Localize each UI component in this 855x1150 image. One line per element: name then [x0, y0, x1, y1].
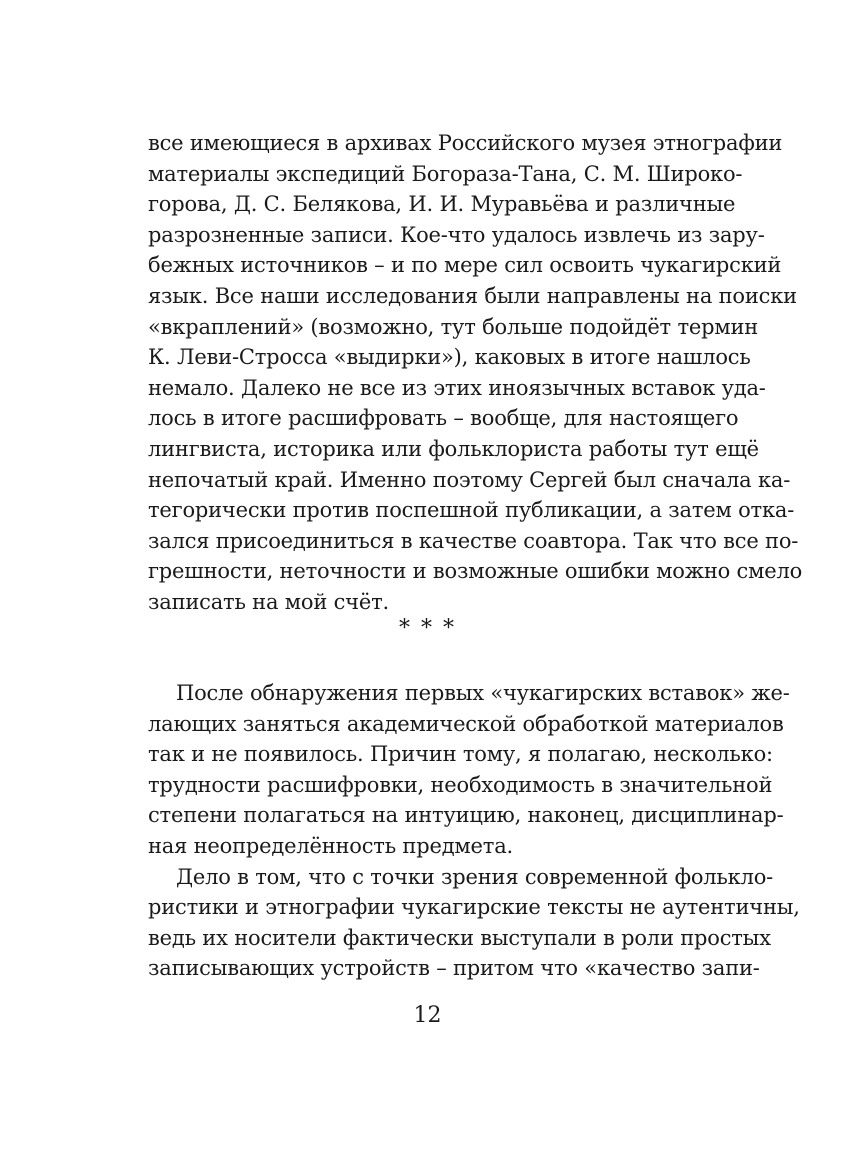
text-line: трудности расшифровки, необходимость в значительной — [148, 772, 773, 797]
text-line: После обнаружения первых «чукагирских вставок» же- — [176, 681, 790, 705]
text-line: лось в итоге расшифровать – вообще, для настоящего — [148, 406, 739, 431]
text-line: тегорически против поспешной публикации, а затем отка- — [148, 498, 795, 523]
text-line: бежных источников – и по мере сил освоить чукагирский — [148, 253, 782, 278]
text-line: зался присоединиться в качестве соавтора. Так что все по- — [148, 528, 799, 553]
text-line: ведь их носители фактически выступали в роли простых — [148, 925, 771, 950]
text-line: ная неопределённость предмета. — [148, 833, 513, 858]
text-line: степени полагаться на интуицию, наконец, дисциплинар- — [148, 803, 784, 828]
text-line: К. Леви-Стросса «выдирки»), каковых в итоге нашлось — [148, 345, 751, 370]
text-line: язык. Все наши исследования были направлены на поиски — [148, 283, 797, 308]
text-line: материалы экспедиций Богораза-Тана, С. М. Широко- — [148, 161, 743, 186]
text-block-1 — [148, 128, 803, 618]
text-line: все имеющиеся в архивах Российского музея этнографии — [148, 131, 783, 155]
text-line: грешности, неточности и возможные ошибки можно смело — [148, 559, 803, 584]
text-line: разрозненные записи. Кое-что удалось извлечь из зару- — [148, 222, 765, 247]
text-line: ристики и этнографии чукагирские тексты не аутентичны, — [148, 895, 800, 920]
section-separator: * * * — [399, 616, 456, 641]
text-line: так и не появилось. Причин тому, я полагаю, несколько: — [148, 742, 773, 767]
text-line: записывающих устройств – притом что «качество запи- — [148, 956, 760, 981]
text-line: горова, Д. С. Белякова, И. И. Муравьёва и различные — [148, 192, 736, 217]
text-line: «вкраплений» (возможно, тут больше подойдёт термин — [148, 314, 759, 339]
text-line: Дело в том, что с точки зрения современной фолькло- — [176, 864, 774, 889]
text-line: непочатый край. Именно поэтому Сергей был сначала ка- — [148, 467, 791, 492]
text-line: лающих заняться академической обработкой материалов — [148, 711, 784, 736]
text-line: записать на мой счёт. — [148, 589, 389, 614]
text-block-2 — [148, 678, 800, 984]
text-line: лингвиста, историка или фольклориста работы тут ещё — [148, 436, 759, 461]
page-number: 12 — [413, 1003, 442, 1028]
text-line: немало. Далеко не все из этих иноязычных вставок уда- — [148, 375, 766, 400]
